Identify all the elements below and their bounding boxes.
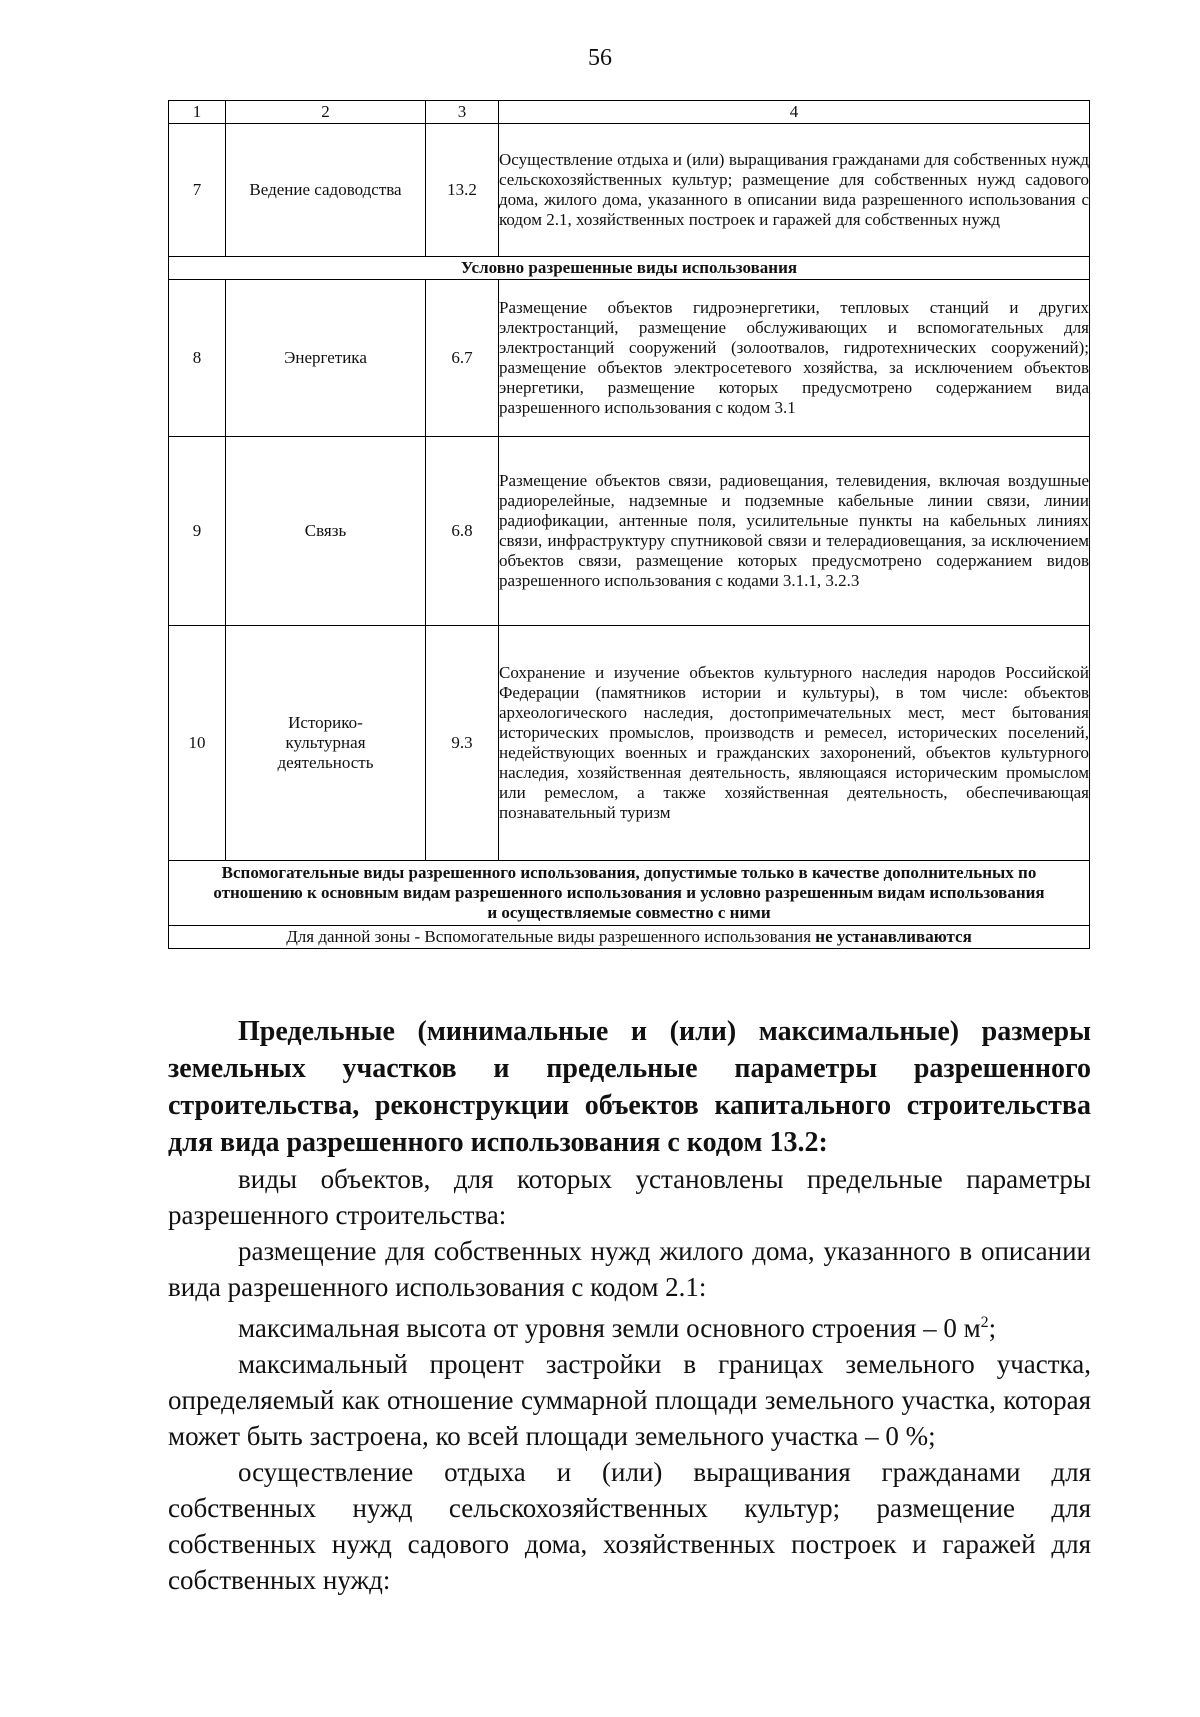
- header-cell: 2: [226, 101, 426, 124]
- section-heading: Предельные (минимальные и (или) максимальные) размеры земельных участков и предельные параметры разрешенного строительства, реконструкции объектов капитального строительства для вида разрешенного использования с кодом 13.2:: [168, 1016, 1091, 1158]
- table-header-row: [169, 101, 1090, 124]
- body-text: [168, 1013, 1091, 1598]
- row-name: Ведение садоводства: [226, 124, 426, 257]
- table-row: [169, 124, 1090, 257]
- row-number: 8: [169, 280, 226, 437]
- header-cell: 1: [169, 101, 226, 124]
- paragraph: осуществление отдыха и (или) выращивания гражданами для собственных нужд сельскохозяйственных культур; размещение для собственных нужд садового дома, хозяйственных построек и гаражей для собственных нужд:: [168, 1457, 1091, 1595]
- row-number: 7: [169, 124, 226, 257]
- note-row: [169, 926, 1090, 949]
- row-code: 13.2: [426, 124, 499, 257]
- section-title: Условно разрешенные виды использования: [169, 257, 1090, 280]
- table-row: [169, 437, 1090, 626]
- row-name: Историко-культурная деятельность: [226, 626, 426, 861]
- table-row: [169, 626, 1090, 861]
- section-row-auxiliary: [169, 861, 1090, 926]
- row-description: Размещение объектов гидроэнергетики, тепловых станций и других электростанций, размещение обслуживающих и вспомогательных для электростанций сооружений (золоотвалов, гидротехнических сооружений); размещение объектов электросетевого хозяйства, за исключением объектов энергетики, размещение которых предусмотрено содержанием вида разрешенного использования с кодом 3.1: [499, 280, 1090, 437]
- section-title: Вспомогательные виды разрешенного использования, допустимые только в качестве дополнительных по отношению к основным видам разрешенного использования и условно разрешенным видам использования и осуществляемые совместно с ними: [169, 861, 1090, 926]
- page-number: 56: [588, 45, 612, 71]
- row-code: 6.7: [426, 280, 499, 437]
- note-cell: [169, 926, 1090, 949]
- superscript: 2: [980, 1314, 989, 1331]
- paragraph-text: максимальная высота от уровня земли основного строения – 0 м: [238, 1313, 981, 1343]
- paragraph-text: ;: [988, 1313, 997, 1343]
- note-text: Для данной зоны - Вспомогательные виды разрешенного использования: [286, 927, 816, 946]
- row-code: 6.8: [426, 437, 499, 626]
- row-code: 9.3: [426, 626, 499, 861]
- note-text-bold: не устанавливаются: [815, 927, 972, 946]
- paragraph: [168, 1305, 1091, 1346]
- table-row: [169, 280, 1090, 437]
- paragraph: максимальный процент застройки в границах земельного участка, определяемый как отношение суммарной площади земельного участка, которая может быть застроена, ко всей площади земельного участка – 0 %;: [168, 1349, 1091, 1451]
- row-number: 9: [169, 437, 226, 626]
- header-cell: 3: [426, 101, 499, 124]
- row-name: Связь: [226, 437, 426, 626]
- land-use-table: [168, 100, 1090, 949]
- row-description: Осуществление отдыха и (или) выращивания гражданами для собственных нужд сельскохозяйственных культур; размещение для собственных нужд садового дома, жилого дома, указанного в описании вида разрешенного использования с кодом 2.1, хозяйственных построек и гаражей для собственных нужд: [499, 124, 1090, 257]
- paragraph: виды объектов, для которых установлены предельные параметры разрешенного строительства:: [168, 1164, 1091, 1230]
- row-description: Сохранение и изучение объектов культурного наследия народов Российской Федерации (памятников истории и культуры), в том числе: объектов археологического наследия, достопримечательных мест, мест бытования исторических промыслов, производств и ремесел, исторических поселений, недействующих военных и гражданских захоронений, объектов культурного наследия, хозяйственная деятельность, являющаяся историческим промыслом или ремеслом, а также хозяйственная деятельность, обеспечивающая познавательный туризм: [499, 626, 1090, 861]
- row-number: 10: [169, 626, 226, 861]
- paragraph: размещение для собственных нужд жилого дома, указанного в описании вида разрешенного использования с кодом 2.1:: [168, 1236, 1091, 1302]
- row-description: Размещение объектов связи, радиовещания, телевидения, включая воздушные радиорелейные, надземные и подземные кабельные линии связи, линии радиофикации, антенные поля, усилительные пункты на кабельных линиях связи, инфраструктуру спутниковой связи и телерадиовещания, за исключением объектов связи, размещение которых предусмотрено содержанием видов разрешенного использования с кодами 3.1.1, 3.2.3: [499, 437, 1090, 626]
- section-row-conditional: [169, 257, 1090, 280]
- row-name: Энергетика: [226, 280, 426, 437]
- header-cell: 4: [499, 101, 1090, 124]
